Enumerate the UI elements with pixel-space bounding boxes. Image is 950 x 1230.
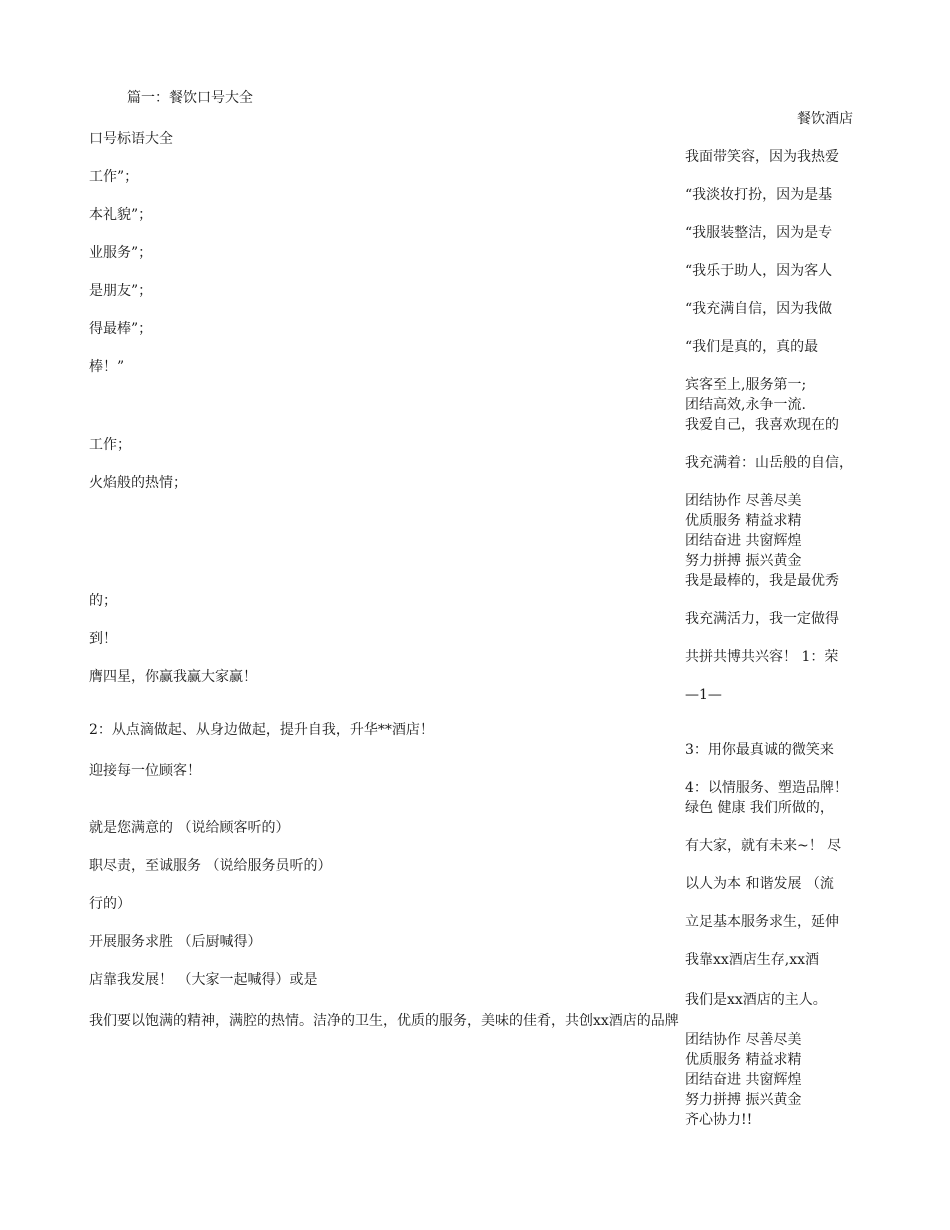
text-line: 行的） bbox=[89, 896, 131, 912]
text-line: 优质服务 精益求精 bbox=[685, 513, 802, 529]
text-line: 膺四星，你赢我赢大家赢！ bbox=[89, 669, 257, 685]
text-line: 团结高效,永争一流. bbox=[685, 397, 806, 413]
text-line: 我是最棒的，我是最优秀 bbox=[685, 573, 839, 589]
text-line: 我们是xx酒店的主人。 bbox=[685, 992, 827, 1008]
text-line: 共拼共博共兴容！ 1：荣 bbox=[685, 649, 839, 665]
text-line: 我充满着：山岳般的自信， bbox=[685, 455, 853, 471]
text-line: 我爱自己，我喜欢现在的 bbox=[685, 417, 839, 433]
text-line: 棒！” bbox=[89, 359, 125, 375]
text-line: 宾客至上,服务第一; bbox=[685, 377, 807, 393]
text-line: 口号标语大全 bbox=[89, 131, 173, 147]
text-line: 绿色 健康 我们所做的， bbox=[685, 800, 834, 816]
text-line: 我充满活力，我一定做得 bbox=[685, 611, 839, 627]
text-line: “我服装整洁，因为是专 bbox=[685, 225, 833, 241]
text-line: 店靠我发展！ （大家一起喊得）或是 bbox=[89, 972, 318, 988]
text-line: “我们是真的，真的最 bbox=[685, 339, 819, 355]
text-line: 优质服务 精益求精 bbox=[685, 1052, 802, 1068]
heading-line: 篇一：餐饮口号大全 bbox=[127, 90, 253, 106]
text-line: 我靠xx酒店生存,xx酒 bbox=[685, 952, 820, 968]
text-line: “我淡妆打扮，因为是基 bbox=[685, 187, 833, 203]
text-line: 团结协作 尽善尽美 bbox=[685, 1032, 802, 1048]
text-line: 本礼貌”； bbox=[89, 207, 153, 223]
text-line: 餐饮酒店 bbox=[797, 111, 853, 127]
text-line: 的； bbox=[89, 593, 117, 609]
text-line: 4：以情服务、塑造品牌！ bbox=[685, 780, 848, 796]
text-line: 是朋友”； bbox=[89, 283, 153, 299]
text-line: 业服务”； bbox=[89, 245, 153, 261]
text-line: 以人为本 和谐发展 （流 bbox=[685, 876, 834, 892]
text-line: 职尽责，至诚服务 （说给服务员听的） bbox=[89, 858, 332, 874]
text-line: 团结协作 尽善尽美 bbox=[685, 493, 802, 509]
text-line: 开展服务求胜 （后厨喊得） bbox=[89, 934, 262, 950]
text-line: 努力拼搏 振兴黄金 bbox=[685, 1092, 802, 1108]
text-line: 努力拼搏 振兴黄金 bbox=[685, 553, 802, 569]
text-line: 迎接每一位顾客！ bbox=[89, 763, 201, 779]
page-number: —1— bbox=[685, 687, 722, 703]
text-line: 工作”； bbox=[89, 169, 139, 185]
text-line: 有大家，就有未来~！ 尽 bbox=[685, 838, 842, 854]
text-line: 我们要以饱满的精神，满腔的热情。洁净的卫生，优质的服务，美味的佳肴，共创xx酒店的品牌 bbox=[89, 1013, 679, 1029]
text-line: 我面带笑容，因为我热爱 bbox=[685, 149, 839, 165]
text-line: “我充满自信，因为我做 bbox=[685, 301, 833, 317]
text-line: 火焰般的热情； bbox=[89, 475, 187, 491]
text-line: 3：用你最真诚的微笑来 bbox=[685, 742, 834, 758]
text-line: 齐心协力!! bbox=[685, 1112, 753, 1128]
text-line: 就是您满意的 （说给顾客听的） bbox=[89, 820, 290, 836]
text-line: 团结奋进 共窗辉煌 bbox=[685, 533, 802, 549]
text-line: 团结奋进 共窗辉煌 bbox=[685, 1072, 802, 1088]
text-line: 到！ bbox=[89, 631, 117, 647]
text-line: 工作； bbox=[89, 437, 131, 453]
text-line: 2：从点滴做起、从身边做起，提升自我，升华**酒店！ bbox=[89, 722, 434, 738]
text-line: 得最棒”； bbox=[89, 321, 153, 337]
text-line: “我乐于助人，因为客人 bbox=[685, 263, 833, 279]
text-line: 立足基本服务求生，延伸 bbox=[685, 914, 839, 930]
